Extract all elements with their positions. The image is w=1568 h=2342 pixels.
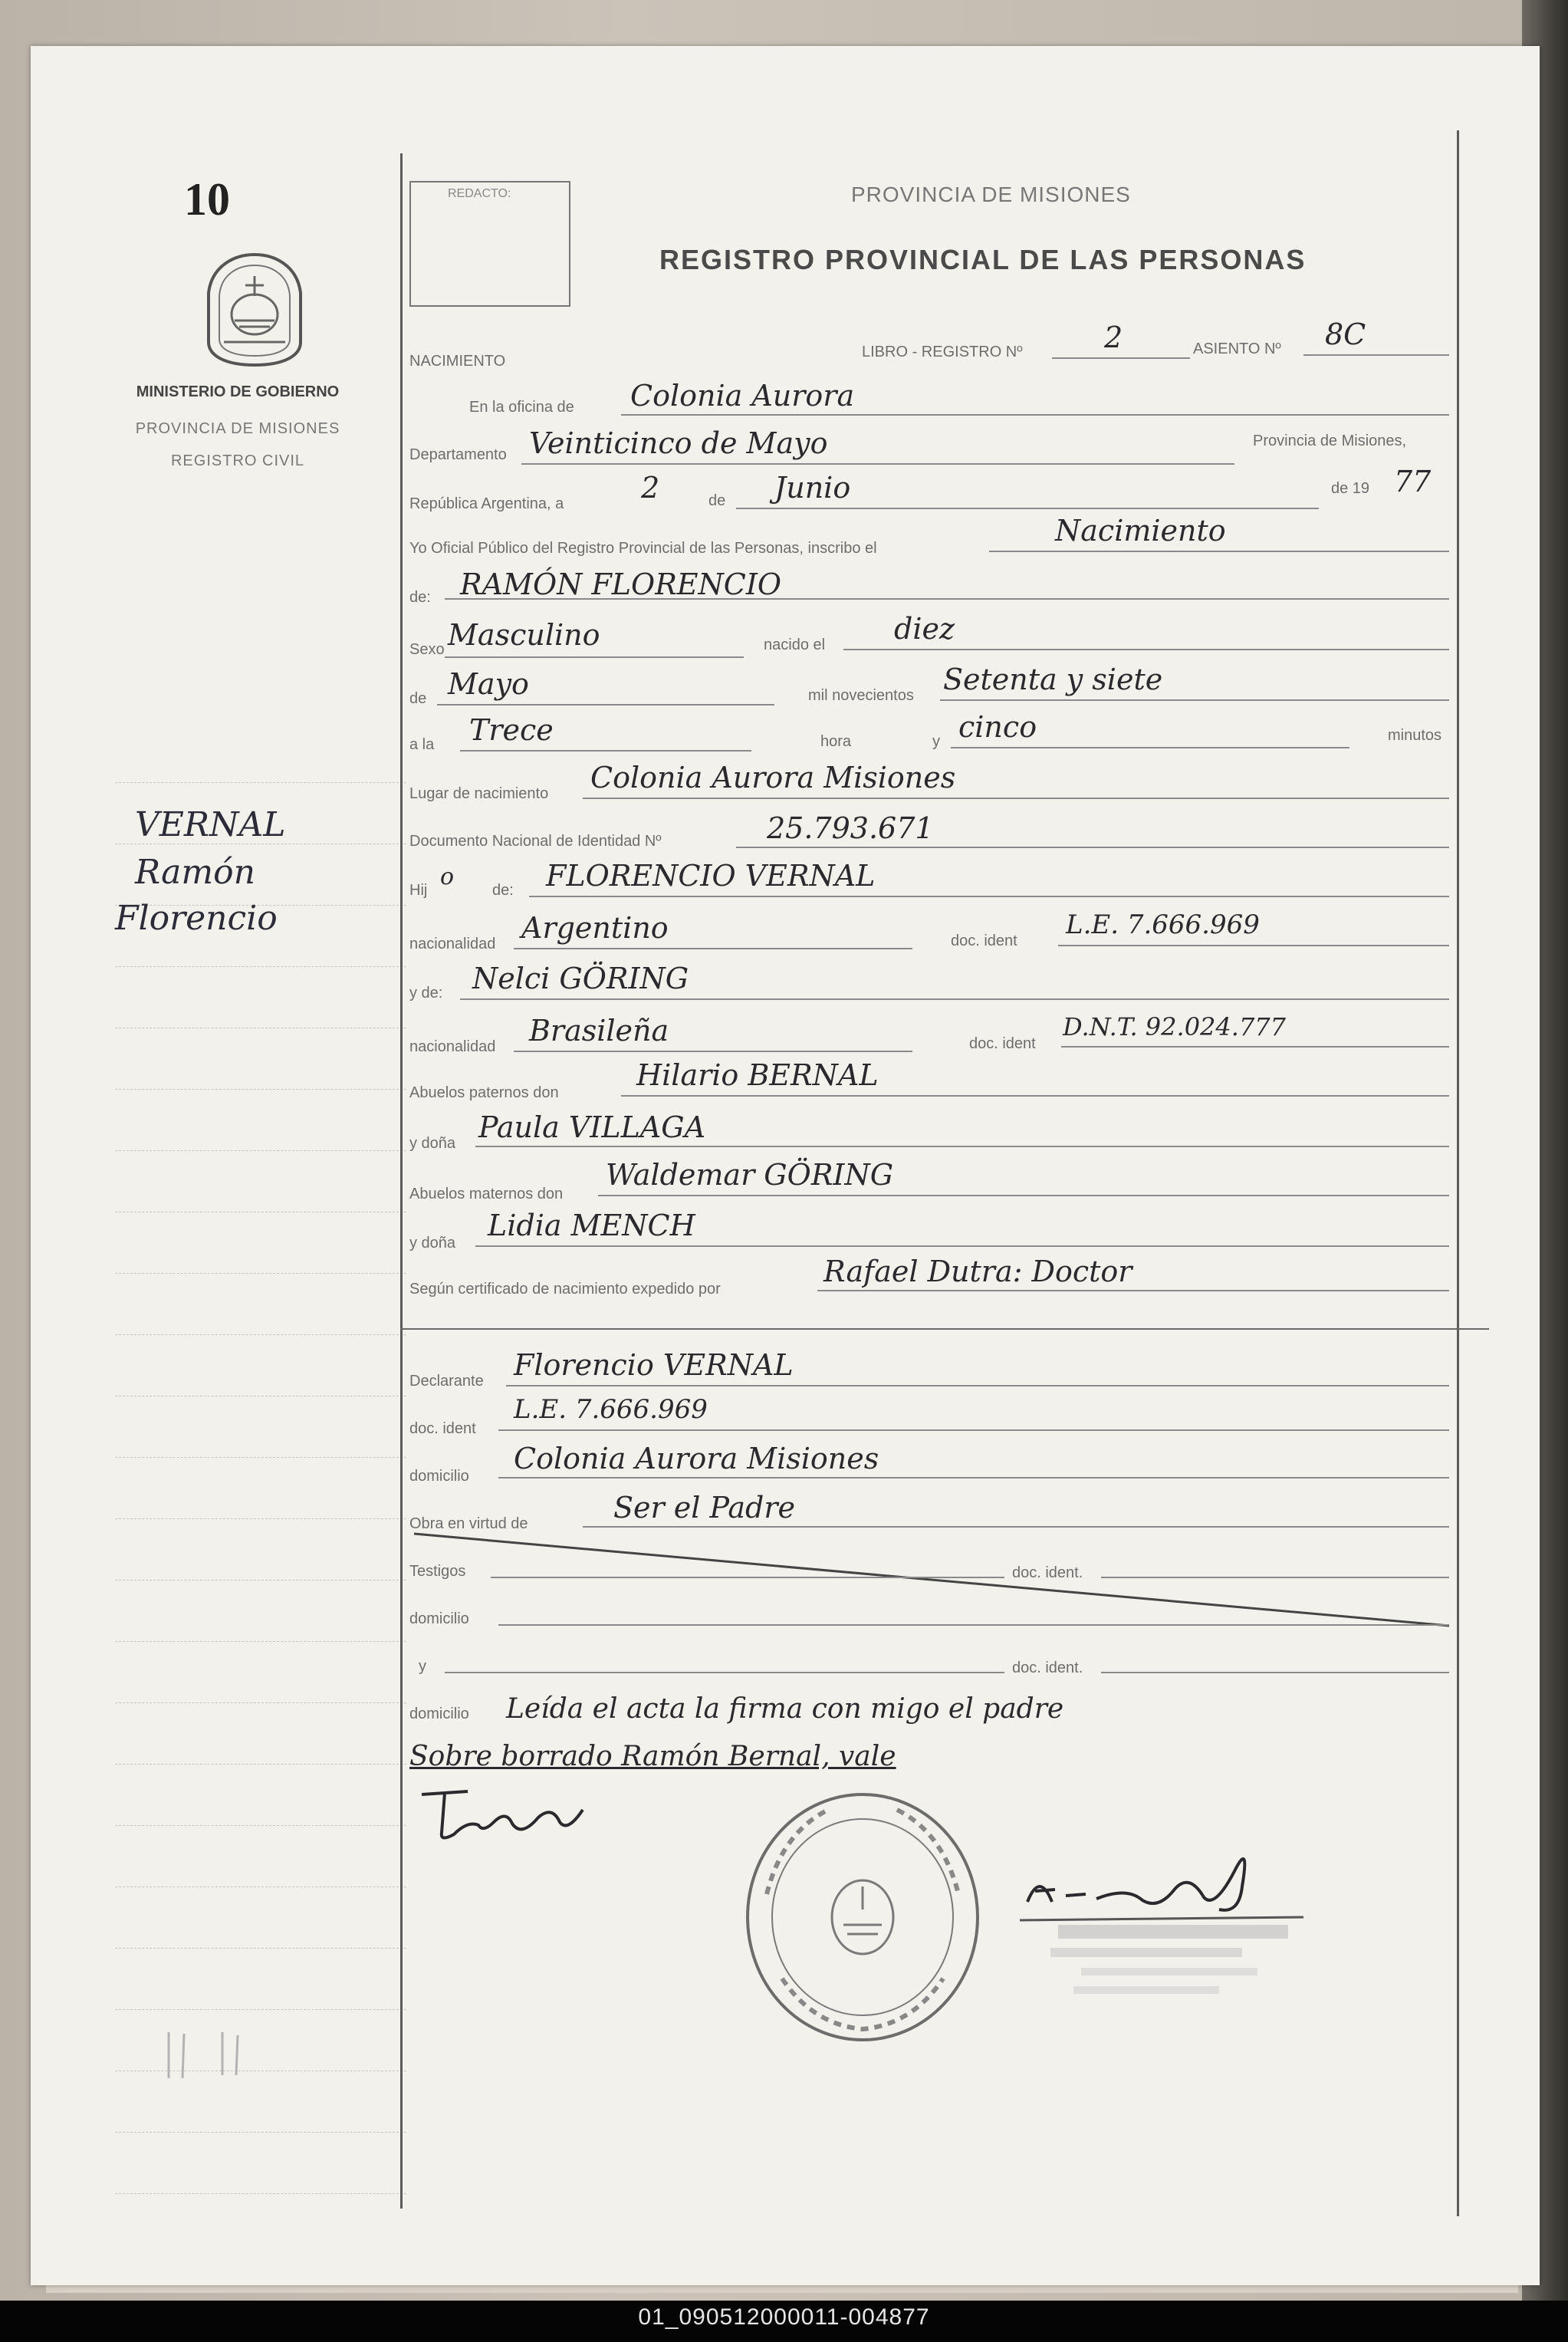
- abuela-materna-value: Lidia MENCH: [488, 1209, 695, 1242]
- hora-value: Trece: [469, 713, 554, 747]
- nacido-el-label: nacido el: [764, 636, 826, 653]
- obra-value: Ser el Padre: [613, 1491, 795, 1525]
- yo-oficial-label: Yo Oficial Público del Registro Provincial de las Personas, inscribo el: [409, 540, 877, 557]
- doc-madre-value: D.N.T. 92.024.777: [1063, 1012, 1287, 1041]
- nota-linea-1: Leída el acta la firma con migo el padre: [506, 1693, 1064, 1725]
- republica-label: República Argentina, a: [409, 495, 564, 512]
- pencil-marks-icon: [153, 2025, 276, 2086]
- certificado-value: Rafael Dutra: Doctor: [823, 1255, 1132, 1288]
- nombre-value: RAMÓN FLORENCIO: [460, 567, 782, 601]
- sexo-label: Sexo: [409, 641, 445, 658]
- margin-first-name: Ramón: [135, 853, 255, 892]
- nacionalidad-madre-value: Brasileña: [529, 1014, 669, 1048]
- section-divider: [400, 1328, 1489, 1330]
- domicilio-testigo2-label: domicilio: [409, 1706, 469, 1722]
- right-frame-line: [1457, 130, 1459, 2216]
- doc-declarante-value: L.E. 7.666.969: [514, 1394, 708, 1425]
- nota-linea-2: Sobre borrado Ramón Bernal, vale: [409, 1741, 896, 1772]
- doc-ident-padre-label: doc. ident: [951, 933, 1017, 949]
- y-de-label: y de:: [409, 985, 443, 1002]
- dni-label: Documento Nacional de Identidad Nº: [409, 833, 662, 850]
- doc-padre-value: L.E. 7.666.969: [1066, 909, 1260, 940]
- mes-nacimiento-value: Mayo: [448, 667, 529, 701]
- minutos-value: cinco: [958, 710, 1037, 744]
- padre-value: FLORENCIO VERNAL: [546, 859, 876, 893]
- departamento-value: Veinticinco de Mayo: [529, 426, 828, 460]
- redacto-label: REDACTO:: [448, 187, 511, 200]
- doc-ident-madre-label: doc. ident: [969, 1035, 1036, 1052]
- obra-label: Obra en virtud de: [409, 1515, 528, 1532]
- madre-value: Nelci GÖRING: [472, 962, 689, 995]
- domicilio-testigo1-label: domicilio: [409, 1610, 469, 1627]
- departamento-label: Departamento: [409, 446, 507, 463]
- oficina-value: Colonia Aurora: [630, 379, 855, 413]
- anio-value: 77: [1394, 465, 1432, 498]
- a-la-label: a la: [409, 736, 435, 753]
- nacionalidad-padre-value: Argentino: [521, 911, 669, 945]
- oficina-label: En la oficina de: [469, 399, 574, 416]
- dni-value: 25.793.671: [767, 811, 934, 845]
- nacido-el-value: diez: [894, 612, 955, 646]
- abuelos-paternos-label: Abuelos paternos don: [409, 1084, 559, 1101]
- province-left-label: PROVINCIA DE MISIONES: [135, 420, 340, 437]
- testigos-label: Testigos: [409, 1563, 466, 1580]
- y-dona-materna-label: y doña: [409, 1235, 456, 1252]
- anio-nacimiento-value: Setenta y siete: [943, 663, 1163, 696]
- province-seal-icon: [201, 250, 308, 370]
- asiento-value: 8C: [1325, 317, 1366, 351]
- de-nombre-label: de:: [409, 589, 431, 606]
- mes-value: Junio: [774, 471, 851, 505]
- nacimiento-label: NACIMIENTO: [409, 353, 506, 370]
- abuela-paterna-value: Paula VILLAGA: [478, 1110, 706, 1144]
- page-number: 10: [184, 174, 230, 225]
- official-signature-icon: [414, 1779, 644, 1848]
- domicilio-label: domicilio: [409, 1468, 469, 1485]
- abuelos-maternos-label: Abuelos maternos don: [409, 1186, 564, 1202]
- libro-value: 2: [1104, 321, 1123, 354]
- left-frame-line: [400, 153, 403, 2209]
- y-dona-paterna-label: y doña: [409, 1135, 456, 1152]
- sexo-value: Masculino: [448, 618, 600, 652]
- hij-de-label: de:: [492, 882, 514, 899]
- margin-surname: VERNAL: [135, 805, 286, 844]
- segun-certificado-label: Según certificado de nacimiento expedido por: [409, 1281, 721, 1298]
- abuelo-paterno-value: Hilario BERNAL: [636, 1058, 879, 1092]
- inscribo-value: Nacimiento: [1055, 514, 1226, 548]
- image-id-caption: 01_090512000011-004877: [638, 2304, 930, 2330]
- doc-ident-testigo2-label: doc. ident.: [1012, 1659, 1083, 1676]
- de-year-label: de 19: [1331, 480, 1370, 497]
- provincia-misiones-label: Provincia de Misiones,: [1253, 433, 1407, 449]
- lugar-label: Lugar de nacimiento: [409, 785, 549, 802]
- hora-label: hora: [820, 733, 852, 750]
- nacionalidad-padre-label: nacionalidad: [409, 936, 496, 952]
- delegate-signature-icon: [1012, 1825, 1380, 2002]
- de-label: de: [708, 492, 726, 509]
- libro-label: LIBRO - REGISTRO Nº: [862, 344, 1023, 360]
- dia-value: 2: [641, 471, 660, 505]
- y-testigo2-label: y: [419, 1658, 426, 1675]
- margin-middle-name: Florencio: [115, 899, 278, 938]
- y-label: y: [932, 733, 940, 750]
- hij-label: Hij: [409, 882, 428, 899]
- declarante-value: Florencio VERNAL: [514, 1348, 794, 1382]
- registry-title: REGISTRO PROVINCIAL DE LAS PERSONAS: [659, 244, 1307, 275]
- mil-novecientos-label: mil novecientos: [808, 687, 914, 704]
- province-title: PROVINCIA DE MISIONES: [851, 183, 1131, 206]
- abuelo-materno-value: Waldemar GÖRING: [606, 1158, 894, 1192]
- registry-civil-label: REGISTRO CIVIL: [170, 452, 305, 469]
- lugar-value: Colonia Aurora Misiones: [590, 761, 956, 794]
- hij-suffix: o: [440, 863, 455, 890]
- declarante-label: Declarante: [409, 1373, 484, 1390]
- registry-stamp-icon: [736, 1787, 989, 2048]
- doc-ident-declarante-label: doc. ident: [409, 1420, 476, 1437]
- doc-ident-testigo1-label: doc. ident.: [1012, 1564, 1083, 1581]
- asiento-label: ASIENTO Nº: [1193, 340, 1281, 357]
- strike-line: [399, 1526, 1457, 1633]
- domicilio-value: Colonia Aurora Misiones: [514, 1442, 879, 1475]
- nacionalidad-madre-label: nacionalidad: [409, 1038, 496, 1055]
- ministry-label: MINISTERIO DE GOBIERNO: [136, 383, 340, 400]
- minutos-label: minutos: [1388, 727, 1442, 744]
- de-mes-label: de: [409, 690, 427, 707]
